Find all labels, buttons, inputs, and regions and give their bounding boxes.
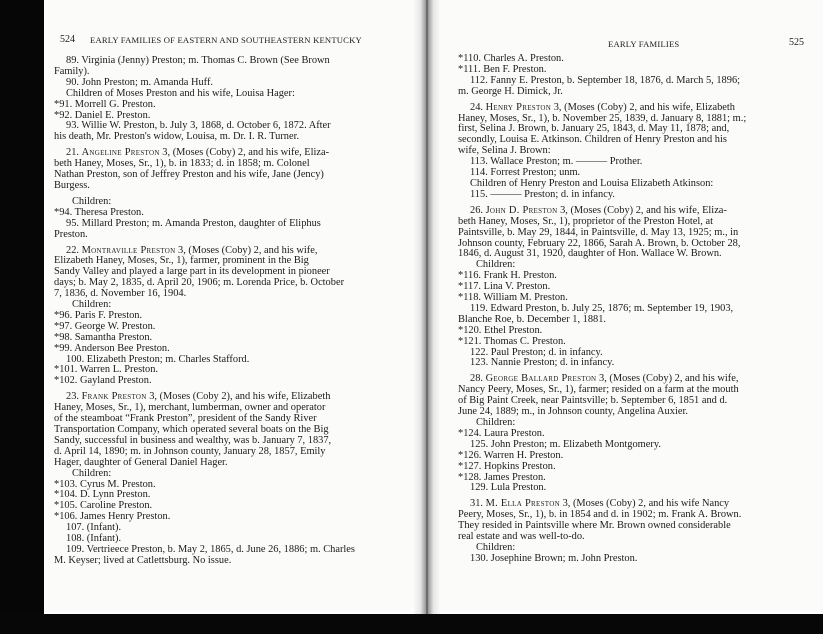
text-line: of the steamboat “Frank Preston”, president of the Sandy River [54,413,317,425]
text-line: Haney, Moses, Sr., 1), merchant, lumberman, owner and operator [54,402,326,414]
text-line: *118. William M. Preston. [458,292,568,304]
text-line: 112. Fanny E. Preston, b. September 18, 1876, d. March 5, 1896; [470,74,741,86]
person-name-smallcaps: M. Ella Preston [485,498,560,510]
text-line: *120. Ethel Preston. [458,324,543,336]
text-line: real estate and was well-to-do. [458,531,585,543]
text-line: June 24, 1889; m., in Johnson county, Angelina Auxier. [458,406,688,418]
entry-text: 3, (Moses (Coby) 2, and his wife, Elizabeth [551,101,735,113]
text-line: days; b. May 2, 1835, d. April 20, 1906; m. Lorenda Price, b. October [54,277,345,289]
text-line: 122. Paul Preston; d. in infancy. [470,346,603,358]
text-line [458,103,806,114]
text-line: Children: [476,417,516,428]
text-line: *102. Gayland Preston. [54,375,152,387]
text-line: *101. Warren L. Preston. [54,364,159,376]
text-line: 100. Elizabeth Preston; m. Charles Stafford. [66,353,250,365]
text-line: 114. Forrest Preston; unm. [470,167,581,179]
text-line: his death, Mr. Preston's widow, Louisa, m. Dr. I. R. Turner. [54,131,300,143]
text-line: *99. Anderson Bee Preston. [54,342,170,354]
text-line: beth Haney, Moses, Sr., 1), proprietor of the Preston Hotel, at [458,215,714,227]
text-line: 108. (Infant). [66,533,122,545]
text-line: Children: [476,259,516,271]
text-line: Paintsville, b. May 29, 1844, in Paintsville, d. May 13, 1925; m., in [458,226,739,238]
text-line: Children of Henry Preston and Louisa Elizabeth Atkinson: [470,177,714,189]
text-line: *121. Thomas C. Preston. [458,335,566,347]
text-line: Blanche Roe, b. December 1, 1881. [458,313,607,325]
text-line: *91. Morrell G. Preston. [54,98,156,110]
text-line: *124. Laura Preston. [458,427,545,439]
entry-number: 31. [470,498,486,510]
scan-border-bottom [0,614,823,634]
text-line: d. April 14, 1890; m. in Johnson county, January 28, 1857, Emily [54,445,326,457]
text-line: beth Haney, Moses, Sr., 1), b. in 1833; d. in 1858; m. Colonel [54,158,310,170]
text-line: first, Selina J. Brown, b. January 25, 1843, d. May 11, 1878; and, [458,123,730,135]
book-gutter [412,0,442,616]
person-name-smallcaps: Angeline Preston [81,147,160,159]
text-line: 107. (Infant). [66,522,122,534]
right-page [440,0,823,612]
right-running-head-title: EARLY FAMILIES [608,39,680,49]
text-line: *116. Frank H. Preston. [458,270,557,282]
text-line: 1846, d. August 31, 1920, daughter of Hon. Wallace W. Brown. [458,248,722,260]
entry-number: 28. [470,373,486,385]
text-line: 7, 1836, d. November 16, 1904. [54,288,187,300]
left-page-text [54,56,406,567]
text-line: secondly, Louisa E. Atkinson. Children of Henry Preston and his [458,134,727,146]
scan-border-left [0,0,44,634]
text-line: 123. Nannie Preston; d. in infancy. [470,357,615,369]
person-name-smallcaps: George Ballard Preston [485,373,597,385]
text-line: Nathan Preston, son of Jeffrey Preston and his wife, Jane (Jency) [54,169,324,181]
text-line: Sandy, successful in business and wealthy, was b. January 7, 1837, [54,434,332,446]
text-line: *105. Caroline Preston. [54,500,153,512]
text-line: *110. Charles A. Preston. [458,53,564,64]
text-line: Preston. [54,228,88,240]
left-running-head-title: EARLY FAMILIES OF EASTERN AND SOUTHEASTERN KENTUCKY [90,35,362,45]
text-line: *98. Samantha Preston. [54,331,153,343]
entry-number: 24. [470,101,486,113]
text-line: *128. James Preston. [458,471,546,483]
text-line: 130. Josephine Brown; m. John Preston. [470,552,638,564]
text-line: Children of Moses Preston and his wife, Louisa Hager: [66,87,295,99]
text-line: *111. Ben F. Preston. [458,63,547,75]
text-line: Elizabeth Haney, Moses, Sr., 1), farmer, prominent in the Big [54,255,309,267]
text-line: Peery, Moses, Sr., 1), b. in 1854 and d. in 1902; m. Frank A. Brown. [458,509,742,521]
text-line: 93. Willie W. Preston, b. July 3, 1868, d. October 6, 1872. After [66,120,331,132]
text-line: *92. Daniel E. Preston. [54,109,151,121]
text-line: *126. Warren H. Preston. [458,449,564,461]
entry-text: 3, (Moses (Coby) 2, and his wife Nancy [559,498,730,510]
text-line: Children: [72,299,112,311]
text-line: Hager, daughter of General Daniel Hager. [54,456,228,468]
text-line: Transportation Company, which operated several boats on the Big [54,424,329,435]
entry-text: 3, (Moses (Coby 2), and his wife, Elizabeth [146,391,331,403]
person-name-smallcaps: Montraville Preston [81,244,176,256]
text-line: 109. Vertrieece Preston, b. May 2, 1865, d. June 26, 1886; m. Charles [66,543,355,555]
entry-text: 3, (Moses (Coby) 2, and his wife, Eliza- [159,147,330,159]
text-line: 90. John Preston; m. Amanda Huff. [66,76,214,88]
text-line: Burgess. [54,179,90,191]
entry-text: 3, (Moses (Coby) 2, and his wife, [175,244,318,256]
text-line: Family). [54,65,90,77]
text-line: 113. Wallace Preston; m. ——— Prother. [470,156,643,168]
right-page-text [458,54,806,565]
text-line: *106. James Henry Preston. [54,511,171,523]
person-name-smallcaps: John D. Preston [485,204,558,216]
text-line: Haney, Moses, Sr., 1), b. November 25, 1839, d. January 8, 1881; m.; [458,112,747,124]
text-line: *96. Paris F. Preston. [54,309,143,321]
entry-number: 22. [66,244,82,256]
text-line: 129. Lula Preston. [470,482,547,494]
person-name-smallcaps: Frank Preston [81,391,147,403]
text-line: *94. Theresa Preston. [54,206,144,218]
text-line: They resided in Paintsville where Mr. Brown owned considerable [458,520,731,532]
text-line: 115. ——— Preston; d. in infancy. [470,188,615,200]
left-page-number: 524 [60,34,75,45]
text-line: Johnson county, February 22, 1866, Sarah A. Brown, b. October 28, [458,237,741,249]
text-line: 125. John Preston; m. Elizabeth Montgomery. [470,438,661,450]
left-page [44,0,414,612]
text-line: Children: [476,541,516,553]
text-line: *103. Cyrus M. Preston. [54,478,156,490]
text-line: M. Keyser; lived at Catlettsburg. No issue. [54,554,232,566]
person-name-smallcaps: Henry Preston [485,101,552,113]
text-line: m. George H. Dimick, Jr. [458,85,563,97]
text-line: 89. Virginia (Jenny) Preston; m. Thomas C. Brown (See Brown [66,55,330,66]
entry-number: 23. [66,391,82,403]
text-line: of Big Paint Creek, near Paintsville; b. September 6, 1851 and d. [458,395,728,407]
entry-number: 21. [66,147,82,159]
text-line: Nancy Peery, Moses, Sr., 1), farmer; resided on a farm at the mouth [458,384,739,396]
text-line: *117. Lina V. Preston. [458,281,551,293]
text-line: Sandy Valley and played a large part in its development in pioneer [54,266,330,278]
text-line: Children: [72,467,112,479]
text-line: Children: [72,195,112,207]
text-line: 119. Edward Preston, b. July 25, 1876; m. September 19, 1903, [470,302,734,314]
text-line: *97. George W. Preston. [54,320,156,332]
entry-number: 26. [470,204,486,216]
right-page-number: 525 [789,37,804,48]
entry-text: 3, (Moses (Coby) 2, and his wife, [596,373,739,385]
entry-text: 3, (Moses (Coby) 2, and his wife, Eliza- [557,204,727,216]
text-line: wife, Selina J. Brown: [458,145,551,157]
text-line: *127. Hopkins Preston. [458,460,556,472]
text-line: 95. Millard Preston; m. Amanda Preston, daughter of Eliphus [66,217,321,229]
text-line: *104. D. Lynn Preston. [54,489,151,501]
